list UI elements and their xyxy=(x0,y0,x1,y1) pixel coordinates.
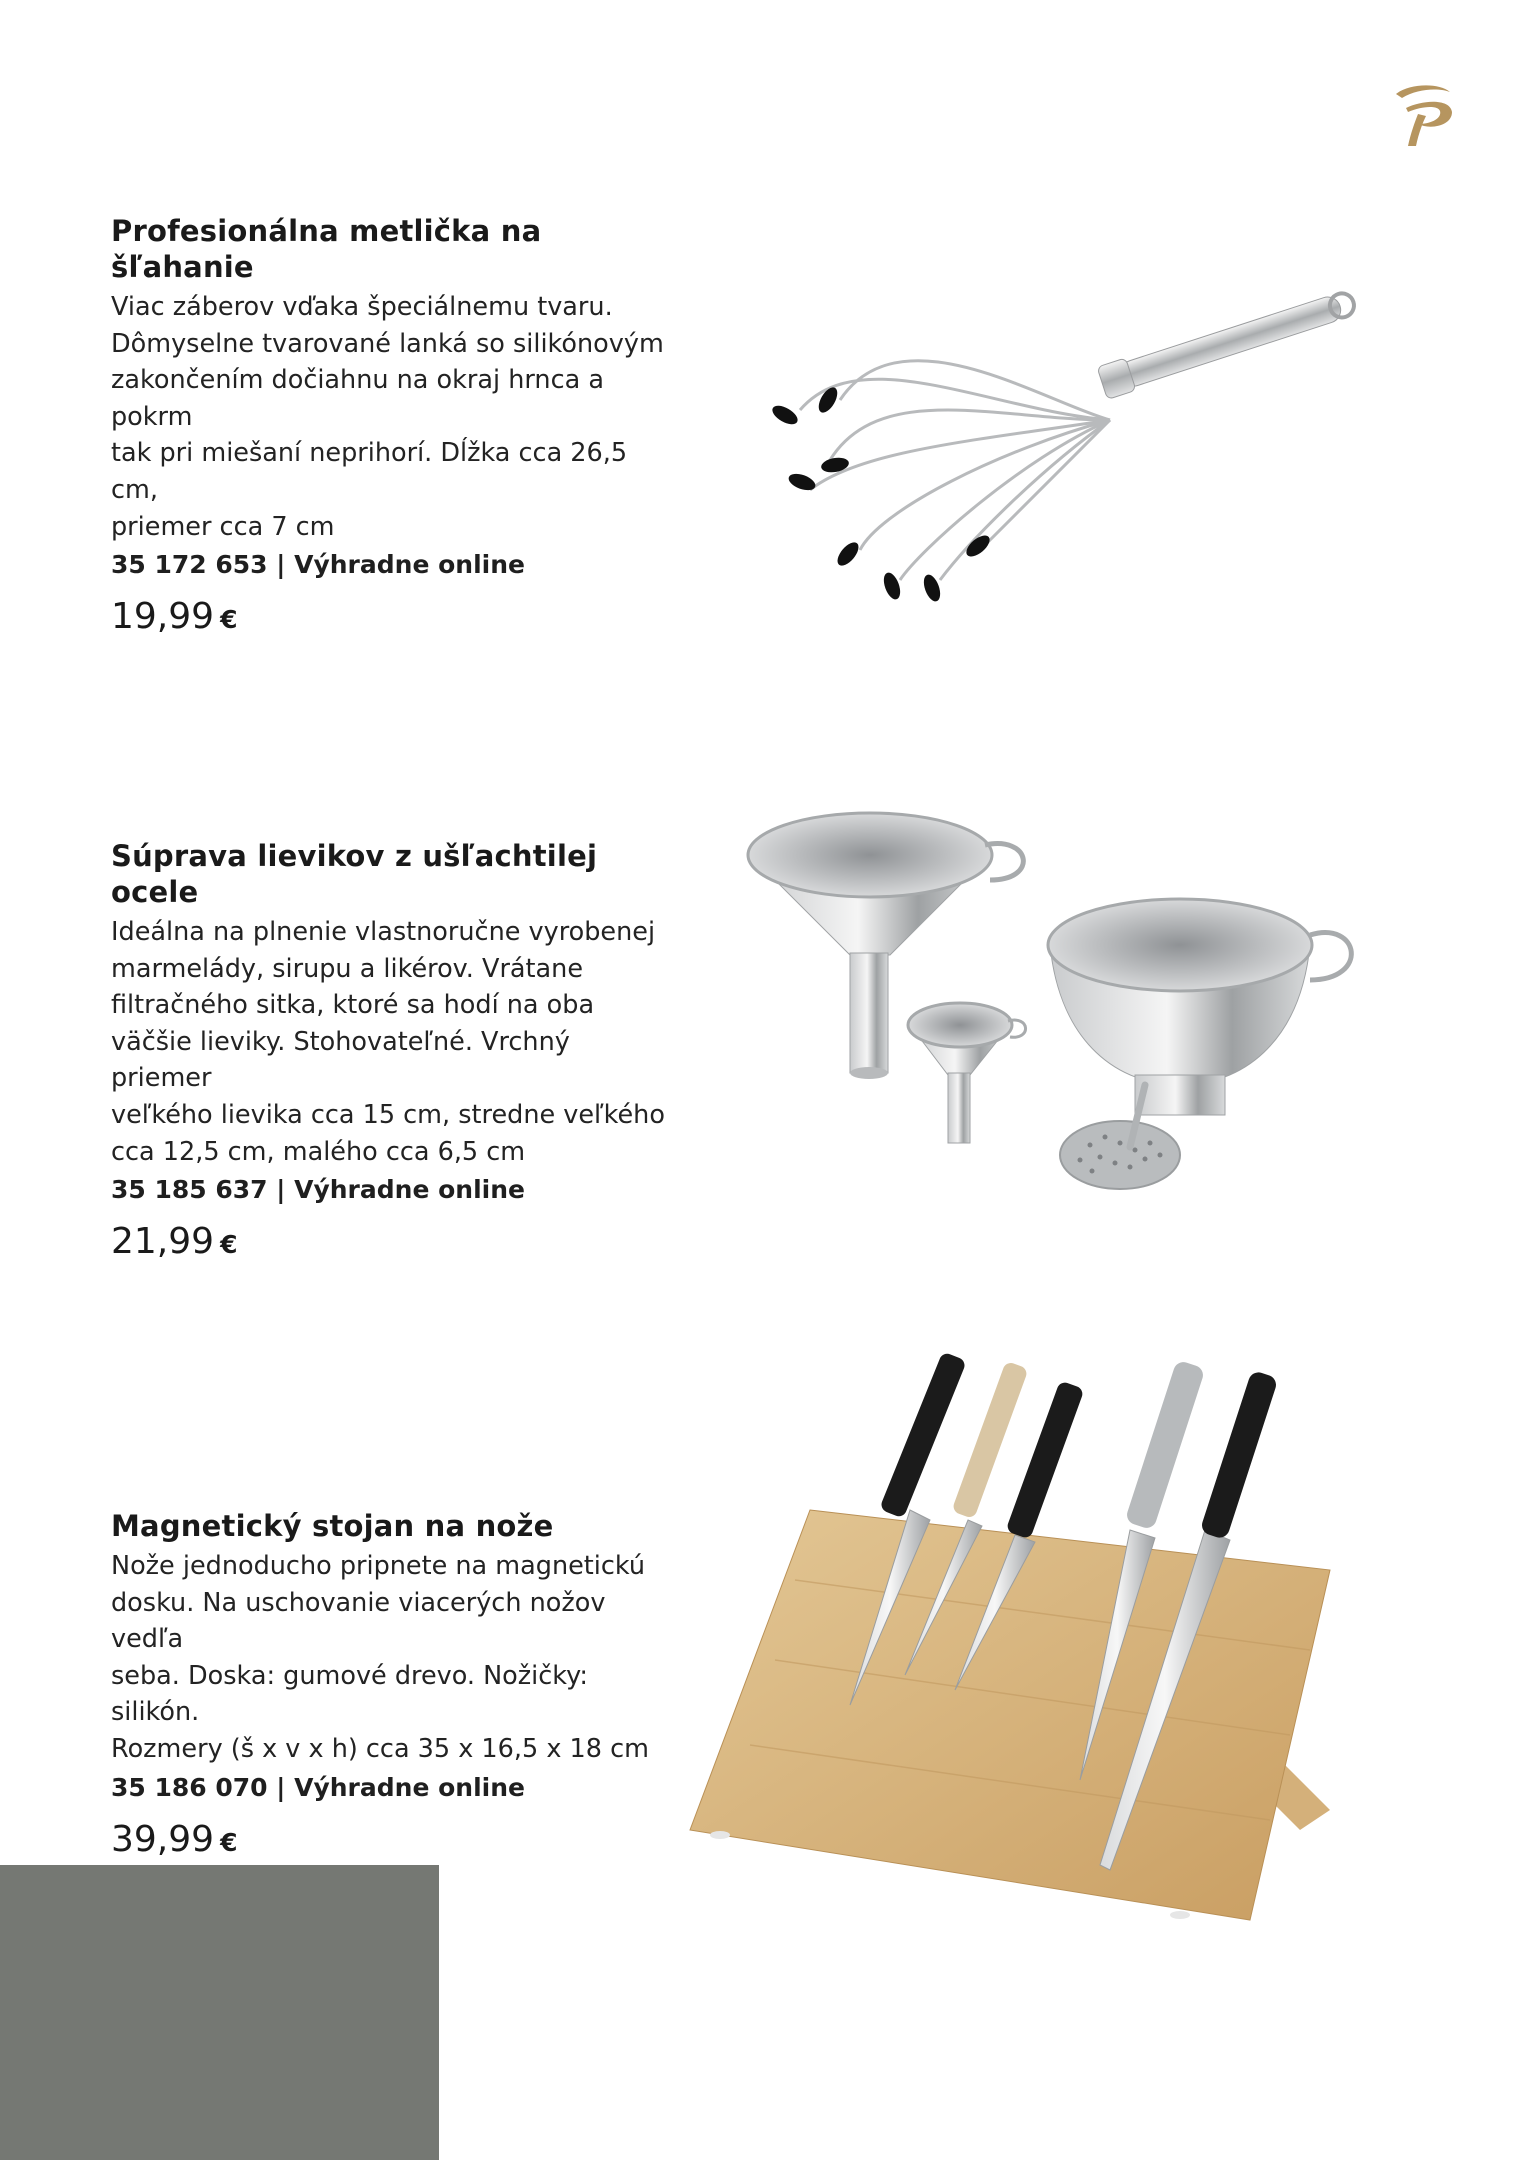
price-value: 21,99 xyxy=(111,1221,215,1263)
price-currency: € xyxy=(220,1827,238,1857)
price-value: 39,99 xyxy=(111,1818,215,1860)
product-description: Ideálna na plnenie vlastnoručne vyrobenej marmelády, sirupu a likérov. Vrátane filtračného sitka, ktoré sa hodí na oba väčšie lieviky. Stohovateľné. Vrchný priemer veľkého lievika cca 15 cm, stredne veľkého cca 12,5 cm, malého cca 6,5 cm xyxy=(111,917,665,1167)
product-knife-block xyxy=(111,1508,671,1867)
product-code: 35 185 637 | Výhradne online xyxy=(111,1175,525,1205)
gray-block xyxy=(0,1865,439,2160)
product-title: Súprava lievikov z ušľachtilej ocele xyxy=(111,839,598,909)
product-code: 35 172 653 | Výhradne online xyxy=(111,550,525,580)
product-price xyxy=(111,1218,671,1269)
product-title: Magnetický stojan na nože xyxy=(111,1509,554,1543)
product-code: 35 186 070 | Výhradne online xyxy=(111,1772,525,1802)
funnel-set-image xyxy=(720,785,1410,1235)
product-price xyxy=(111,1816,671,1867)
product-whisk xyxy=(111,213,671,644)
product-description: Nože jednoducho pripnete na magnetickú dosku. Na uschovanie viacerých nožov vedľa seba. Doska: gumové drevo. Nožičky: silikón. Rozmery (š x v x h) cca 35 x 16,5 x 18 cm xyxy=(111,1551,649,1764)
product-funnel-set xyxy=(111,838,671,1269)
product-price xyxy=(111,593,671,644)
price-currency: € xyxy=(220,605,238,635)
tchibo-logo-icon xyxy=(1388,78,1458,150)
price-currency: € xyxy=(220,1230,238,1260)
knife-block-image xyxy=(680,1350,1340,1930)
price-value: 19,99 xyxy=(111,596,215,638)
product-description: Viac záberov vďaka špeciálnemu tvaru. Dômyselne tvarované lanká so silikónovým zakončením dočiahnu na okraj hrnca a pokrm tak pri miešaní neprihorí. Dĺžka cca 26,5 cm, priemer cca 7 cm xyxy=(111,292,664,542)
product-title: Profesionálna metlička na šľahanie xyxy=(111,214,542,284)
whisk-image xyxy=(740,250,1360,620)
